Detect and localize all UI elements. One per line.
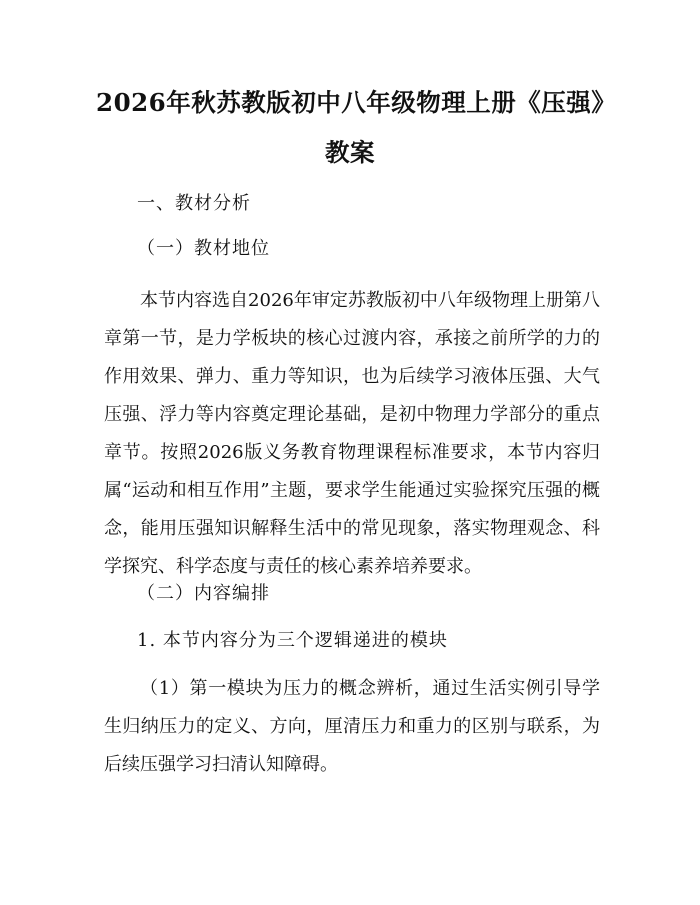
subsection-heading-textbook-position: （一）教材地位 [137, 238, 270, 259]
paragraph-module-one: （1）第一模块为压力的概念辨析，通过生活实例引导学生归纳压力的定义、方向，厘清压力和重力的区别与联系，为后续压强学习扫清认知障碍。 [104, 678, 600, 775]
paragraph-textbook-position: 本节内容选自2026年审定苏教版初中八年级物理上册第八章第一节，是力学板块的核心过渡内容，承接之前所学的力的作用效果、弹力、重力等知识，也为后续学习液体压强、大气压强、浮力等内容奠定理论基础，是初中物理力学部分的重点章节。按照2026版义务教育物理课程标准要求，本节内容归属“运动和相互作用”主题，要求学生能通过实验探究压强的概念，能用压强知识解释生活中的常见现象，落实物理观念、科学探究、科学态度与责任的核心素养培养要求。 [104, 290, 600, 577]
subsection-heading-content-arrangement: （二）内容编排 [137, 583, 270, 604]
list-item-three-modules: 1. 本节内容分为三个逻辑递进的模块 [137, 630, 448, 651]
document-title: 2026年秋苏教版初中八年级物理上册《压强》教案 [96, 88, 604, 167]
section-heading-textbook-analysis: 一、教材分析 [137, 193, 251, 214]
